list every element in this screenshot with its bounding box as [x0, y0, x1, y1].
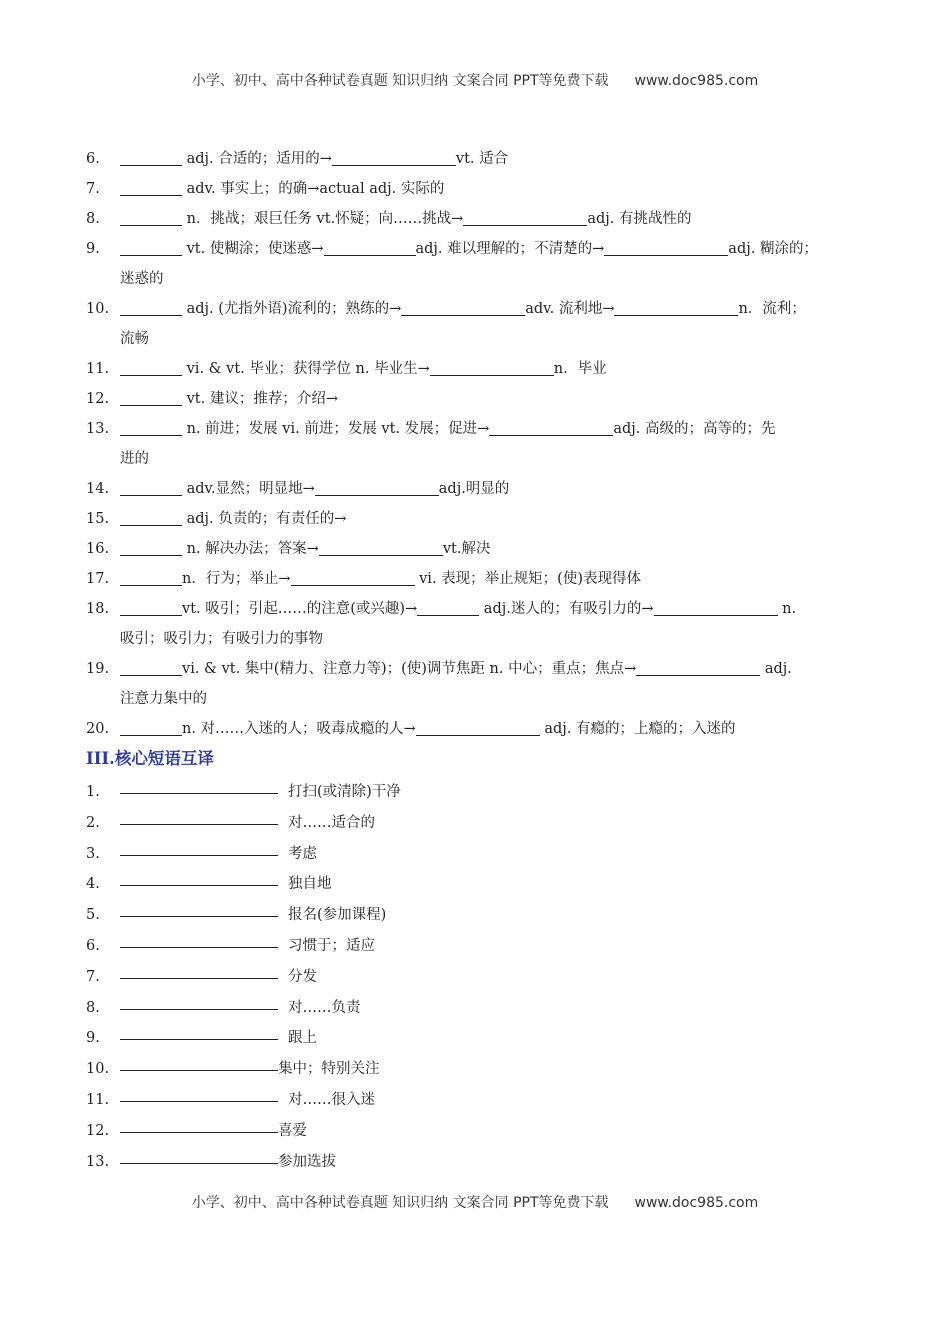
- answer-blank[interactable]: [120, 359, 182, 376]
- item-text: adv.显然；明显地→: [182, 481, 315, 497]
- item-text: vi. & vt. 集中(精力、注意力等)；(使)调节焦距 n. 中心；重点；焦点→: [182, 661, 637, 677]
- vocab-item: [86, 234, 866, 264]
- answer-blank[interactable]: [319, 539, 443, 556]
- item-number: 3.: [86, 845, 100, 862]
- phrase-text: 对……负责: [288, 999, 361, 1016]
- answer-blank[interactable]: [120, 777, 278, 794]
- answer-blank[interactable]: [291, 569, 415, 586]
- item-number: 2.: [86, 814, 100, 831]
- item-text: adj. 有挑战性的: [587, 211, 692, 227]
- phrase-text: 集中；特别关注: [278, 1061, 380, 1078]
- item-number: 13.: [86, 421, 110, 437]
- answer-blank[interactable]: [120, 719, 182, 736]
- item-text: vt. 使糊涂；使迷惑→: [182, 241, 324, 257]
- answer-blank[interactable]: [120, 839, 278, 856]
- phrase-list: [86, 777, 786, 1177]
- vocab-item: [86, 594, 866, 624]
- item-text: n．毕业: [553, 361, 607, 377]
- item-text: n.: [777, 601, 797, 617]
- footer-banner-text: 小学、初中、高中各种试卷真题 知识归纳 文案合同 PPT等免费下载: [191, 1195, 609, 1211]
- item-number: 6.: [86, 151, 100, 167]
- item-text: n. 前进；发展 vi. 前进；发展 vt. 发展；促进→: [182, 421, 490, 437]
- phrase-item: [86, 839, 786, 870]
- answer-blank[interactable]: [654, 599, 778, 616]
- item-number: 13.: [86, 1153, 110, 1170]
- vocab-item: [86, 144, 866, 174]
- item-text: adv. 流利地→: [525, 301, 615, 317]
- header-banner-text: 小学、初中、高中各种试卷真题 知识归纳 文案合同 PPT等免费下载: [191, 73, 609, 89]
- answer-blank[interactable]: [430, 359, 554, 376]
- item-continuation: 迷惑的: [120, 271, 164, 287]
- answer-blank[interactable]: [120, 993, 278, 1010]
- answer-blank[interactable]: [120, 1023, 278, 1040]
- item-text: adj.明显的: [438, 481, 510, 497]
- item-number: 9.: [86, 241, 100, 257]
- item-number: 19.: [86, 661, 110, 677]
- item-number: 8.: [86, 211, 100, 227]
- phrase-text: 对……很入迷: [288, 1091, 375, 1108]
- item-number: 4.: [86, 876, 100, 893]
- phrase-item: [86, 1054, 786, 1085]
- item-text: n．挑战；艰巨任务 vt.怀疑；向……挑战→: [182, 211, 464, 227]
- phrase-item: [86, 869, 786, 900]
- phrase-item: [86, 931, 786, 962]
- item-text: n. 对……入迷的人；吸毒成瘾的人→: [182, 721, 416, 737]
- vocab-item: [86, 204, 866, 234]
- phrase-item: [86, 777, 786, 808]
- item-number: 1.: [86, 784, 100, 800]
- answer-blank[interactable]: [120, 1116, 278, 1133]
- vocab-list: [86, 144, 866, 744]
- answer-blank[interactable]: [120, 931, 278, 948]
- item-number: 8.: [86, 999, 100, 1016]
- item-text: n. 解决办法；答案→: [182, 541, 319, 557]
- answer-blank[interactable]: [120, 599, 182, 616]
- item-number: 11.: [86, 1091, 110, 1108]
- phrase-item: [86, 1147, 786, 1178]
- phrase-text: 喜爱: [278, 1122, 307, 1139]
- answer-blank[interactable]: [120, 539, 182, 556]
- item-text: vi. & vt. 毕业；获得学位 n. 毕业生→: [182, 361, 430, 377]
- answer-blank[interactable]: [417, 599, 479, 616]
- item-number: 20.: [86, 721, 110, 737]
- item-text: adj. 有瘾的；上瘾的；入迷的: [539, 721, 736, 737]
- item-text: adj. 糊涂的；: [728, 241, 818, 257]
- phrase-text: 参加选拔: [278, 1153, 336, 1170]
- item-text: adj. 合适的；适用的→: [182, 151, 332, 167]
- answer-blank[interactable]: [604, 239, 728, 256]
- item-continuation: 进的: [120, 451, 149, 467]
- answer-blank[interactable]: [120, 509, 182, 526]
- vocab-item: [86, 174, 866, 204]
- answer-blank[interactable]: [120, 179, 182, 196]
- item-number: 16.: [86, 541, 110, 557]
- item-text: adj. 难以理解的；不清楚的→: [415, 241, 605, 257]
- phrase-item: [86, 962, 786, 993]
- answer-blank[interactable]: [315, 479, 439, 496]
- answer-blank[interactable]: [463, 209, 587, 226]
- item-number: 12.: [86, 391, 110, 407]
- answer-blank[interactable]: [636, 659, 760, 676]
- phrase-text: 分发: [288, 968, 317, 985]
- answer-blank[interactable]: [120, 900, 278, 917]
- answer-blank[interactable]: [614, 299, 738, 316]
- answer-blank[interactable]: [120, 962, 278, 979]
- item-text: n．行为；举止→: [182, 571, 291, 587]
- item-continuation: 流畅: [120, 331, 149, 347]
- item-text: adj. 高级的；高等的；先: [613, 421, 776, 437]
- item-continuation: 吸引；吸引力；有吸引力的事物: [120, 631, 323, 647]
- vocab-item: [86, 714, 866, 744]
- answer-blank[interactable]: [120, 1147, 278, 1164]
- item-text: adj. (尤指外语)流利的；熟练的→: [182, 301, 402, 317]
- vocab-item: [86, 354, 866, 384]
- item-number: 11.: [86, 361, 110, 377]
- item-text: vt. 适合: [455, 151, 509, 167]
- answer-blank[interactable]: [120, 479, 182, 496]
- vocab-item: [86, 474, 866, 504]
- item-text: vt. 建议；推荐；介绍→: [182, 391, 338, 407]
- item-text: adj. 负责的；有责任的→: [182, 511, 347, 527]
- item-text: vt.解决: [442, 541, 491, 557]
- phrase-text: 打扫(或清除)干净: [288, 784, 401, 800]
- answer-blank[interactable]: [120, 1085, 278, 1102]
- item-text: n．流利；: [738, 301, 806, 317]
- item-text: vt. 吸引；引起……的注意(或兴趣)→: [182, 601, 418, 617]
- vocab-item: [86, 534, 866, 564]
- phrase-text: 考虑: [288, 845, 317, 862]
- answer-blank[interactable]: [416, 719, 540, 736]
- vocab-item: [86, 414, 866, 444]
- phrase-text: 报名(参加课程): [288, 907, 387, 924]
- section-title: III.核心短语互译: [86, 749, 214, 768]
- item-number: 5.: [86, 907, 100, 924]
- vocab-item: [86, 294, 866, 324]
- answer-blank[interactable]: [120, 808, 278, 825]
- item-text: adv. 事实上；的确→actual adj. 实际的: [182, 181, 445, 197]
- phrase-text: 独自地: [288, 876, 332, 893]
- item-number: 9.: [86, 1030, 100, 1047]
- vocab-item: [86, 504, 866, 534]
- answer-blank[interactable]: [401, 299, 525, 316]
- phrase-text: 跟上: [288, 1030, 317, 1047]
- vocab-item: [86, 564, 866, 594]
- item-number: 15.: [86, 511, 110, 527]
- answer-blank[interactable]: [332, 149, 456, 166]
- phrase-text: 习惯于；适应: [288, 937, 375, 954]
- answer-blank[interactable]: [120, 1054, 278, 1071]
- footer-banner: [0, 1192, 950, 1212]
- item-number: 12.: [86, 1122, 110, 1139]
- answer-blank[interactable]: [489, 419, 613, 436]
- item-continuation: 注意力集中的: [120, 691, 207, 707]
- answer-blank[interactable]: [120, 869, 278, 886]
- answer-blank[interactable]: [120, 239, 182, 256]
- phrase-item: [86, 1116, 786, 1147]
- item-number: 17.: [86, 571, 110, 587]
- item-number: 6.: [86, 937, 100, 954]
- item-number: 14.: [86, 481, 110, 497]
- vocab-item: [86, 384, 866, 414]
- item-text: adj.: [760, 661, 792, 677]
- answer-blank[interactable]: [120, 569, 182, 586]
- phrase-item: [86, 1023, 786, 1054]
- vocab-item: [86, 654, 866, 684]
- answer-blank[interactable]: [120, 299, 182, 316]
- phrase-item: [86, 1085, 786, 1116]
- footer-site-link[interactable]: www.doc985.com: [634, 1195, 759, 1211]
- answer-blank[interactable]: [120, 149, 182, 166]
- phrase-item: [86, 900, 786, 931]
- answer-blank[interactable]: [120, 389, 182, 406]
- answer-blank[interactable]: [120, 209, 182, 226]
- item-number: 7.: [86, 968, 100, 985]
- answer-blank[interactable]: [120, 659, 182, 676]
- item-number: 18.: [86, 601, 110, 617]
- phrase-item: [86, 993, 786, 1024]
- item-number: 10.: [86, 1061, 110, 1078]
- item-text: vi. 表现；举止规矩；(使)表现得体: [414, 571, 641, 587]
- header-banner: [0, 70, 950, 90]
- item-text: adj.迷人的；有吸引力的→: [479, 601, 654, 617]
- item-number: 7.: [86, 181, 100, 197]
- answer-blank[interactable]: [120, 419, 182, 436]
- item-number: 10.: [86, 301, 110, 317]
- answer-blank[interactable]: [324, 239, 416, 256]
- phrase-text: 对……适合的: [288, 814, 375, 831]
- phrase-item: [86, 808, 786, 839]
- header-site-link[interactable]: www.doc985.com: [634, 73, 759, 89]
